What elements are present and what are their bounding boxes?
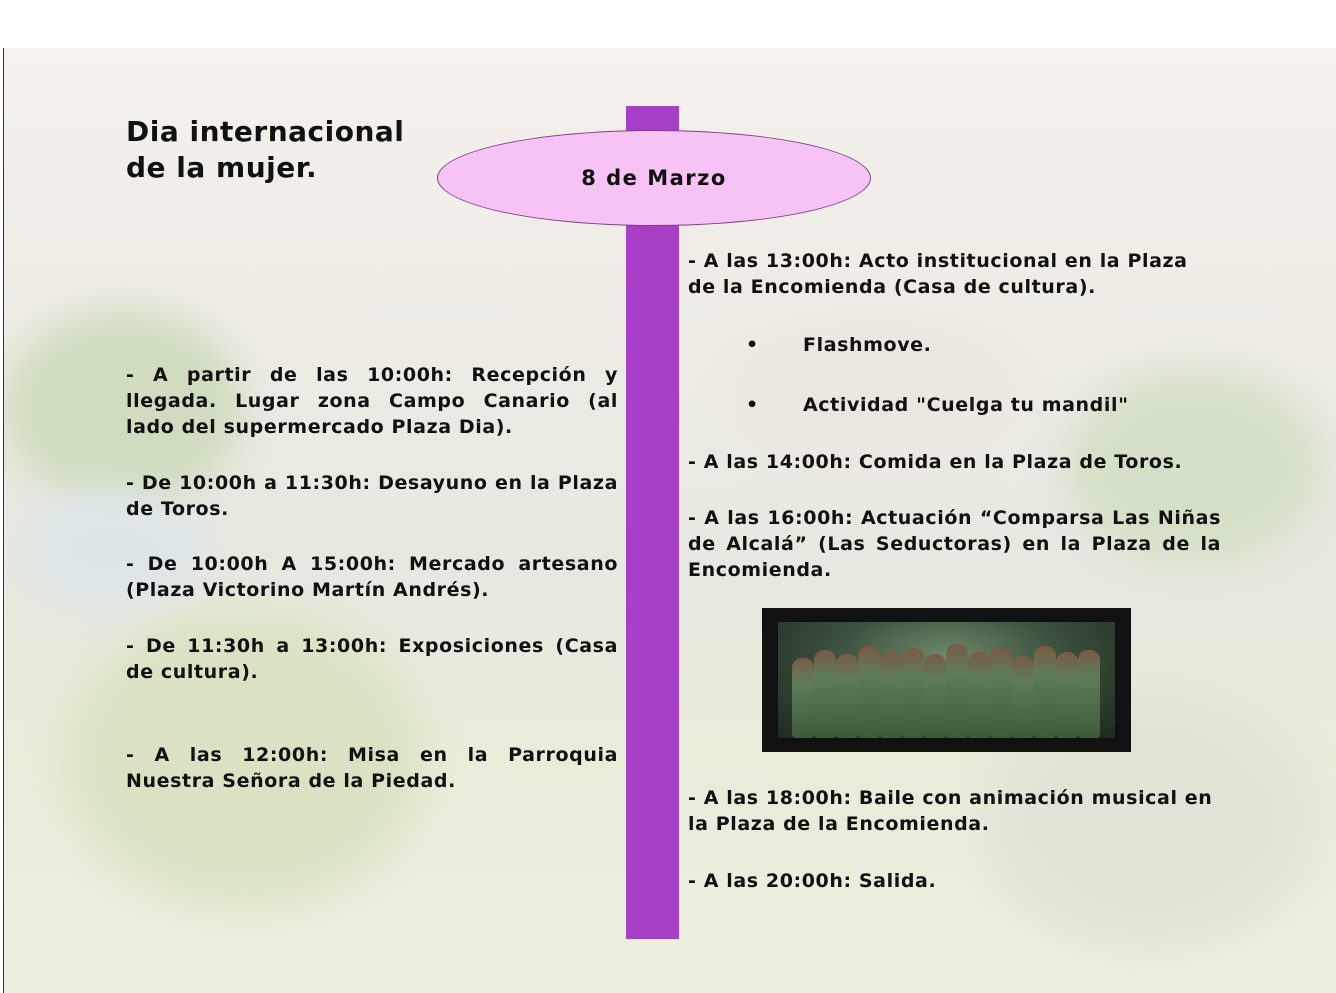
schedule-item-1200: - A las 12:00h: Misa en la Parroquia Nuestra Señora de la Piedad. xyxy=(126,744,618,792)
title-line-2: de la mujer. xyxy=(126,151,318,184)
date-ellipse xyxy=(437,130,871,226)
page-border xyxy=(3,48,4,993)
schedule-item-1000-1130: - De 10:00h a 11:30h: Desayuno en la Plaza de Toros. xyxy=(126,472,618,520)
timeline-bar xyxy=(626,106,679,939)
schedule-item-1000: - A partir de las 10:00h: Recepción y llegada. Lugar zona Campo Canario (al lado del supermercado Plaza Dia). xyxy=(126,364,618,438)
schedule-item-1400: - A las 14:00h: Comida en la Plaza de Toros. xyxy=(688,451,1183,473)
schedule-item-1800: - A las 18:00h: Baile con animación musical en la Plaza de la Encomienda. xyxy=(688,787,1213,835)
schedule-item-2000: - A las 20:00h: Salida. xyxy=(688,870,937,892)
bullet-item-flashmove: • Flashmove. xyxy=(746,334,932,356)
bullet-item-mandil: • Actividad "Cuelga tu mandil" xyxy=(746,394,1129,416)
schedule-item-1300: - A las 13:00h: Acto institucional en la Plaza de la Encomienda (Casa de cultura). xyxy=(688,250,1188,298)
title-line-1: Dia internacional xyxy=(126,115,405,148)
comparsa-photo xyxy=(762,608,1131,752)
schedule-item-1130-1300: - De 11:30h a 13:00h: Exposiciones (Casa de cultura). xyxy=(126,635,618,683)
date-label: 8 de Marzo xyxy=(581,166,727,190)
schedule-item-1000-1500: - De 10:00h A 15:00h: Mercado artesano (Plaza Victorino Martín Andrés). xyxy=(126,553,618,601)
schedule-item-1600: - A las 16:00h: Actuación “Comparsa Las Niñas de Alcalá” (Las Seductoras) en la Plaza de la Encomienda. xyxy=(688,507,1221,581)
page-title xyxy=(126,114,404,186)
